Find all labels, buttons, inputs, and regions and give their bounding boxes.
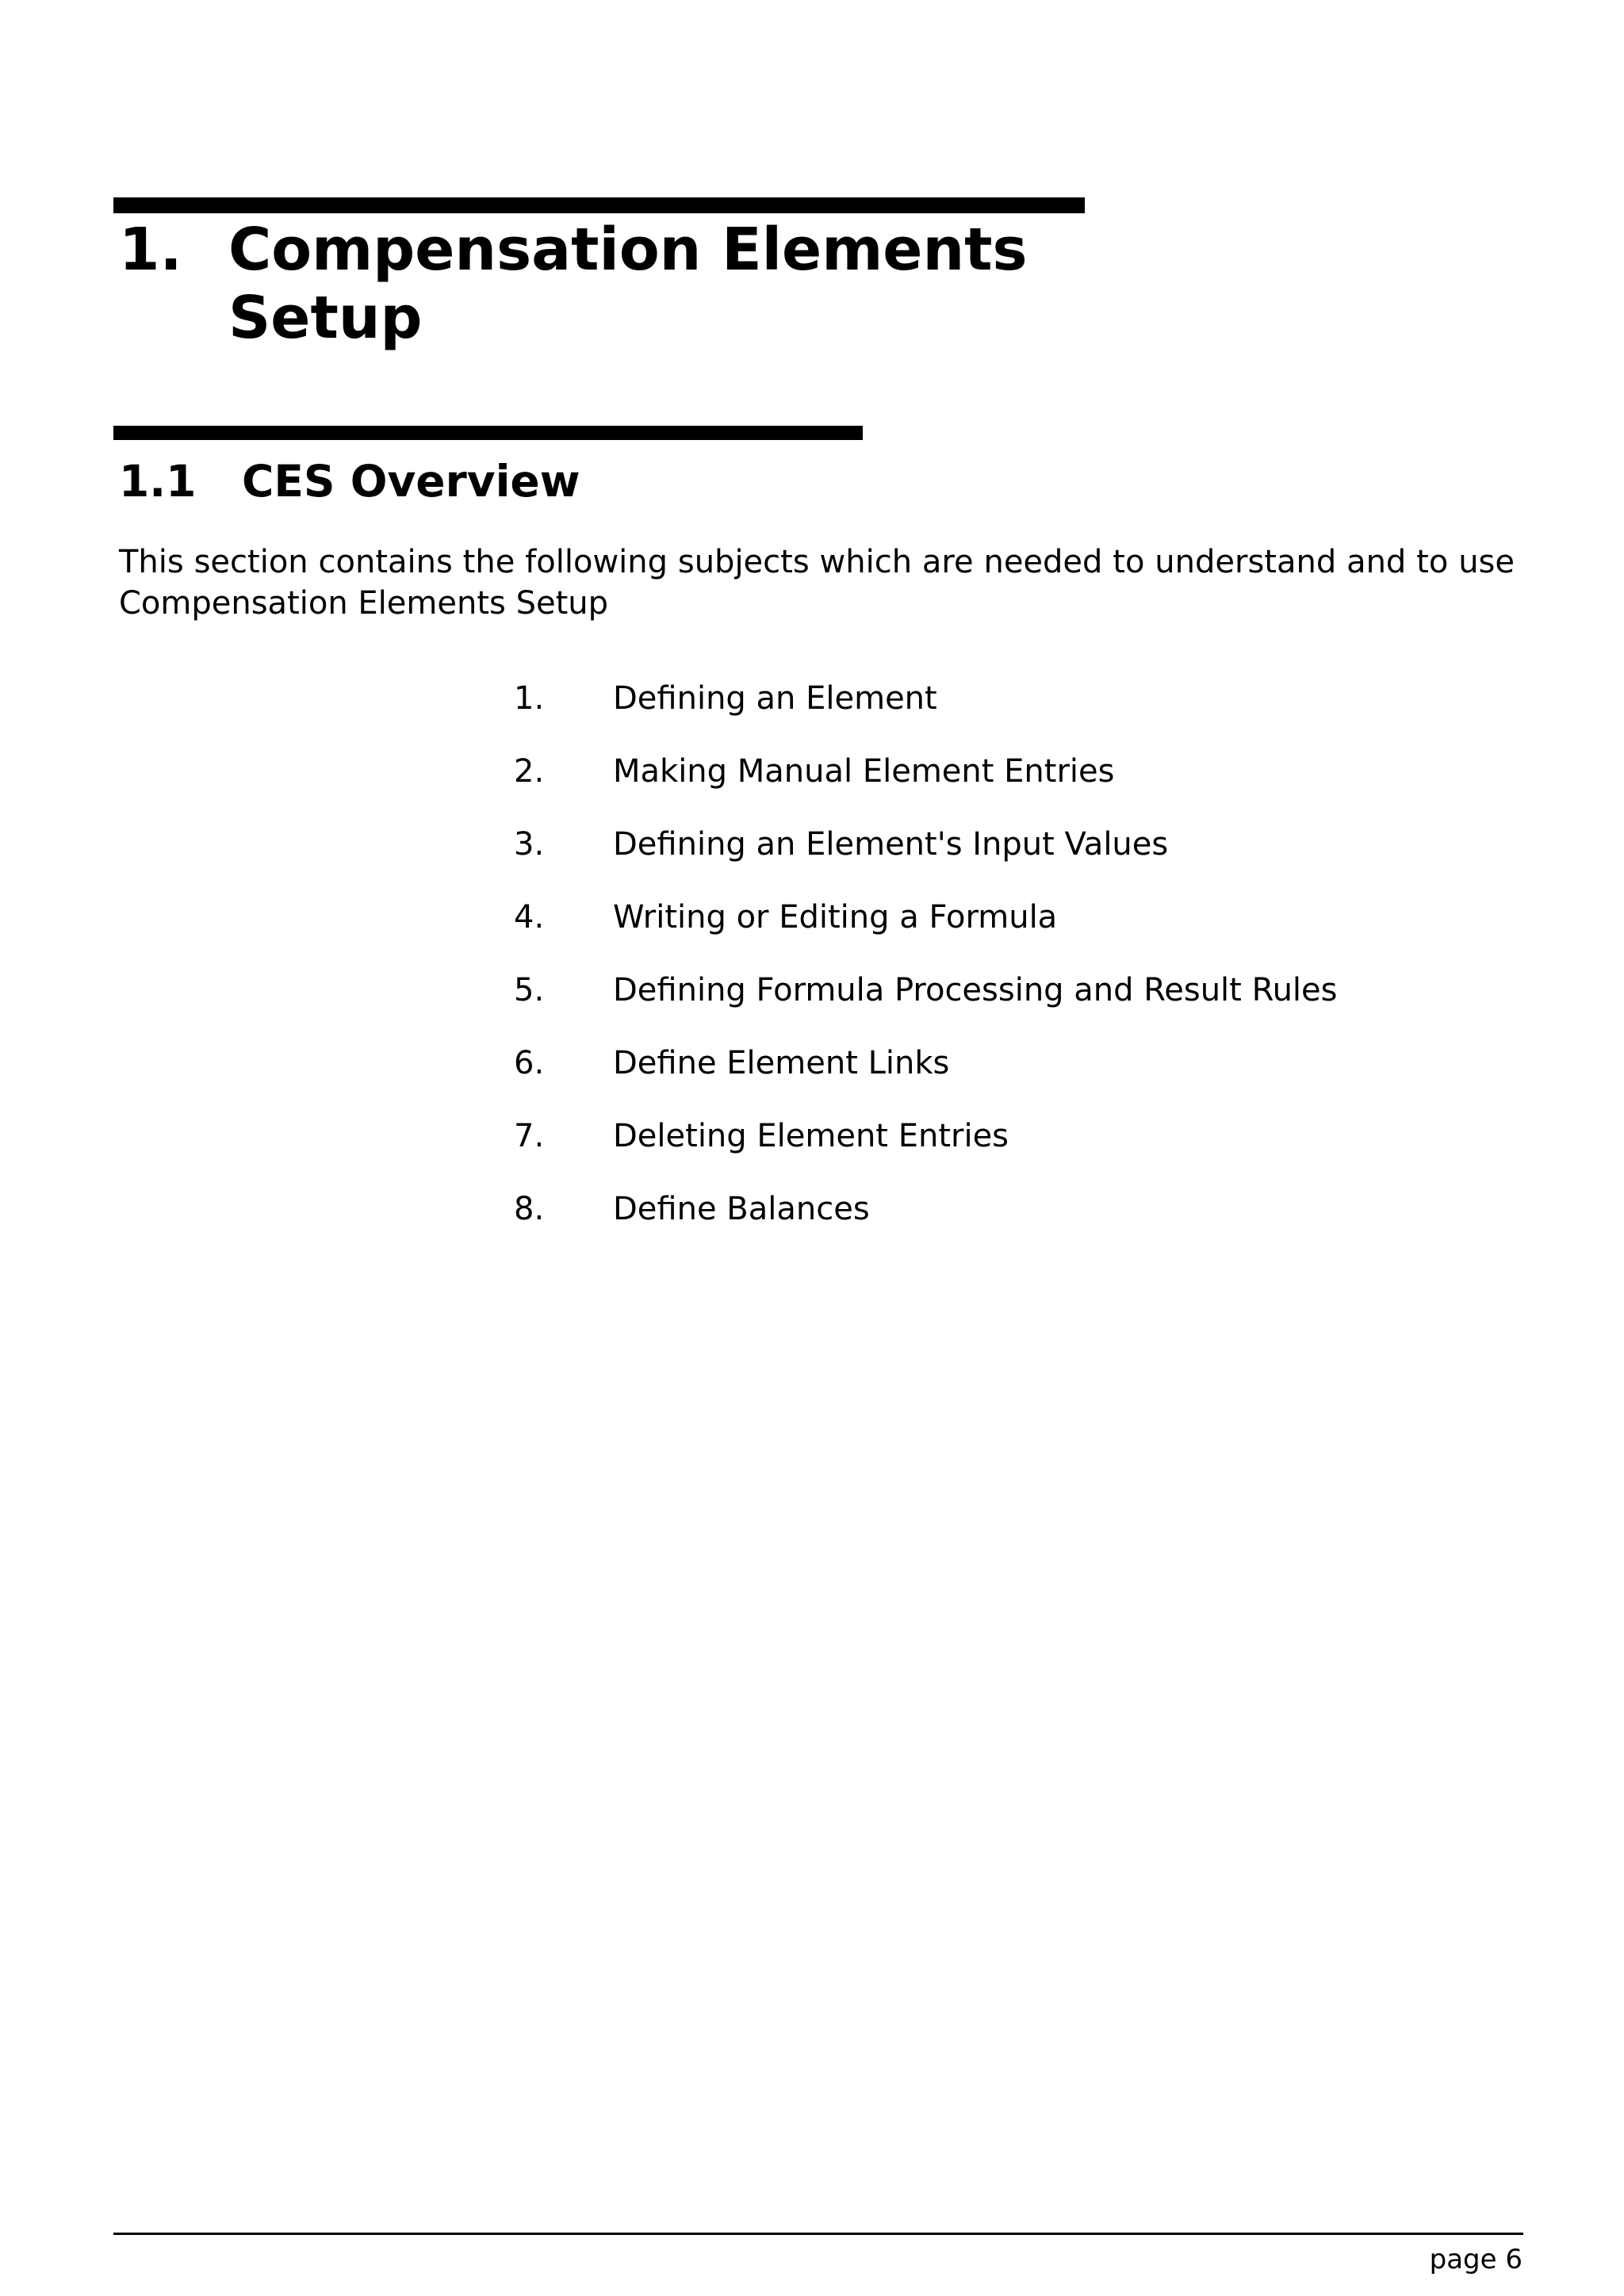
section-number: 1.1 xyxy=(119,456,197,507)
list-item xyxy=(0,1043,1624,1115)
list-item-label: Making Manual Element Entries xyxy=(613,753,1115,790)
list-item xyxy=(0,1188,1624,1261)
list-item-number: 3. xyxy=(514,826,545,863)
list-item xyxy=(0,897,1624,970)
list-item xyxy=(0,751,1624,824)
topic-list xyxy=(0,678,1624,1261)
chapter-number: 1. xyxy=(119,216,182,284)
section-rule xyxy=(113,426,863,440)
list-item-number: 8. xyxy=(514,1191,545,1227)
list-item-label: Writing or Editing a Formula xyxy=(613,899,1058,936)
intro-paragraph: This section contains the following subjects which are needed to understand and to use Compensation Elements Setup xyxy=(119,544,1515,622)
section-title: CES Overview xyxy=(242,456,580,507)
list-item xyxy=(0,678,1624,751)
list-item xyxy=(0,970,1624,1043)
list-item-number: 2. xyxy=(514,753,545,790)
list-item-number: 1. xyxy=(514,680,545,717)
list-item xyxy=(0,1115,1624,1188)
list-item xyxy=(0,824,1624,897)
list-item-number: 7. xyxy=(514,1118,545,1154)
chapter-title: Compensation Elements Setup xyxy=(228,216,1028,352)
footer-rule xyxy=(113,2233,1523,2235)
list-item-label: Deleting Element Entries xyxy=(613,1118,1009,1154)
page-number: page 6 xyxy=(1429,2244,1522,2275)
chapter-rule xyxy=(113,197,1085,213)
list-item-label: Define Element Links xyxy=(613,1045,950,1081)
list-item-number: 6. xyxy=(514,1045,545,1081)
list-item-label: Define Balances xyxy=(613,1191,870,1227)
list-item-label: Defining an Element's Input Values xyxy=(613,826,1169,863)
list-item-number: 4. xyxy=(514,899,545,936)
list-item-label: Defining Formula Processing and Result Rules xyxy=(613,972,1338,1008)
list-item-label: Defining an Element xyxy=(613,680,937,717)
list-item-number: 5. xyxy=(514,972,545,1008)
